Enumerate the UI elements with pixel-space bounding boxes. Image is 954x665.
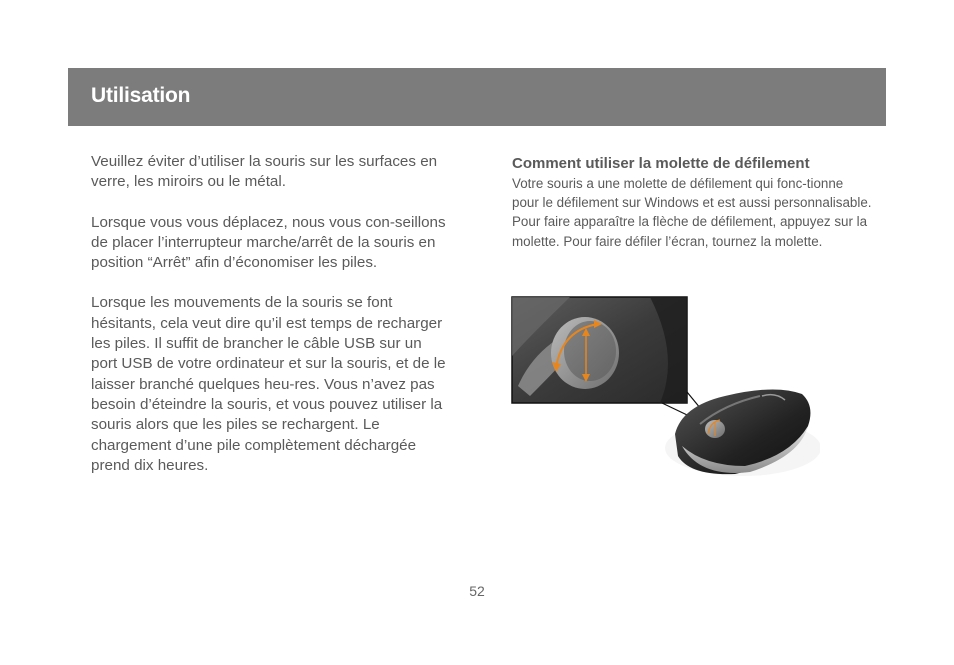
right-column bbox=[512, 154, 872, 251]
mouse-scroll-wheel-illustration bbox=[510, 296, 820, 481]
section-title: Utilisation bbox=[91, 84, 191, 107]
page-number: 52 bbox=[469, 583, 485, 599]
scroll-wheel-heading: Comment utiliser la molette de défilement bbox=[512, 155, 810, 172]
scroll-wheel-description: Votre souris a une molette de défilement qui fonc-tionne pour le défilement sur Windows et est aussi personnalisable. Pour faire apparaître la flèche de défilement, appuyez sur la molette. Pour faire défiler l’écran, tournez la molette. bbox=[512, 176, 872, 249]
left-column bbox=[91, 152, 451, 496]
zoomed-wheel-detail bbox=[512, 297, 687, 403]
section-header-bar bbox=[68, 68, 886, 126]
mouse-icon bbox=[665, 389, 820, 476]
paragraph-recharging: Lorsque les mouvements de la souris se font hésitants, cela veut dire qu’il est temps de recharger les piles. Il suffit de brancher le câble USB sur un port USB de votre ordinateur et sur la souris, et de le laisser branché quelques heu-res. Vous n’avez pas besoin d’éteindre la souris, et vous pouvez utiliser la souris alors que les piles se rechargent. Le chargement d’une pile complètement déchargée prend dix heures. bbox=[91, 294, 446, 474]
paragraph-surfaces: Veuillez éviter d’utiliser la souris sur les surfaces en verre, les miroirs ou le métal. bbox=[91, 153, 438, 191]
paragraph-travel-switch: Lorsque vous vous déplacez, nous vous con-seillons de placer l’interrupteur marche/arrêt de la souris en position “Arrêt” afin d’économiser les piles. bbox=[91, 213, 446, 272]
